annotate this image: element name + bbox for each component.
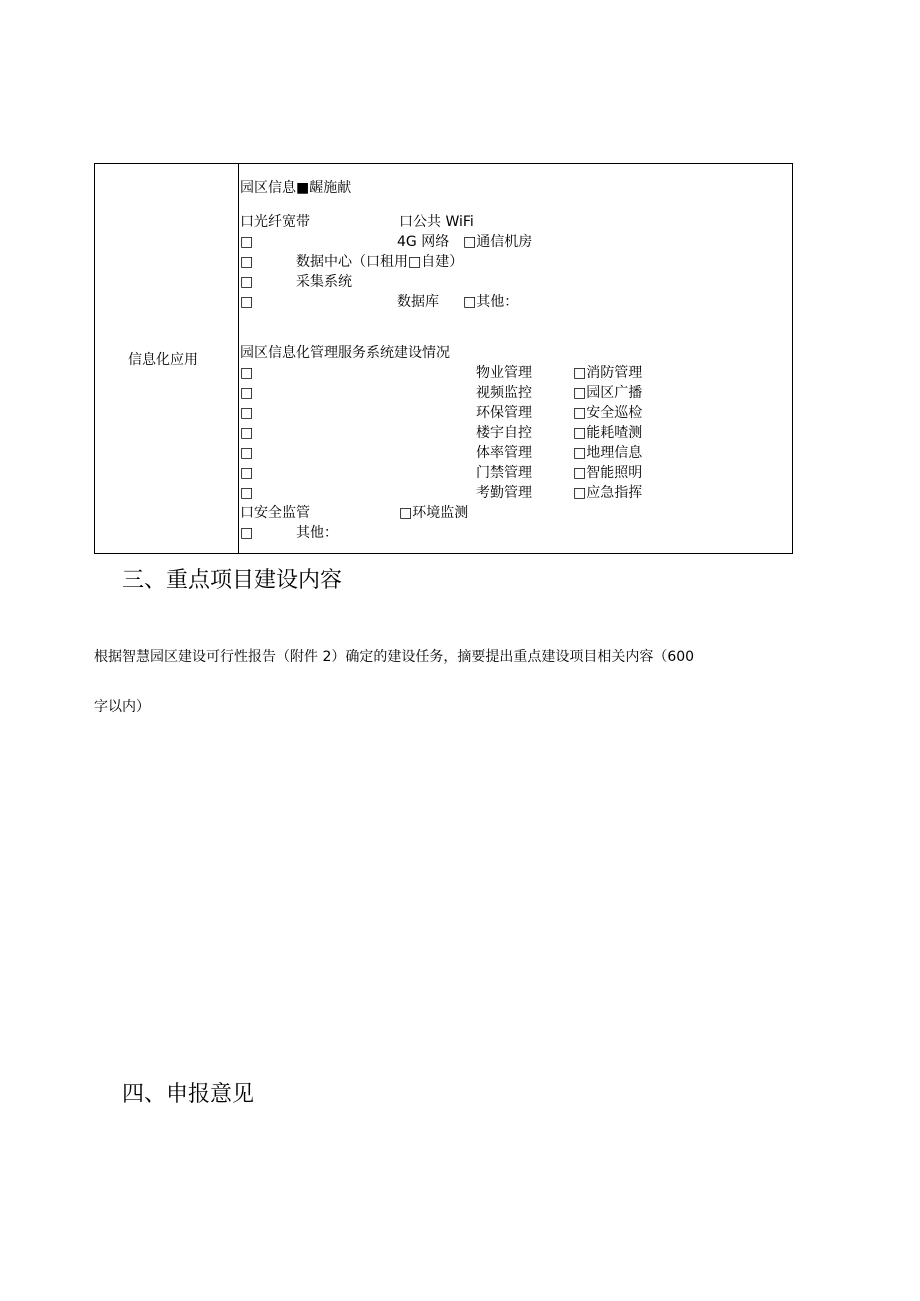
- checkbox-option[interactable]: □地理信息: [573, 445, 643, 461]
- checkbox-environment-monitoring[interactable]: □环境监测: [399, 505, 469, 521]
- checkbox-fiber[interactable]: 口光纤宽带: [240, 214, 310, 230]
- checkbox-safety-supervision[interactable]: 口安全监管: [240, 505, 310, 521]
- checkbox-row[interactable]: □: [240, 445, 254, 461]
- checkbox-option[interactable]: □消防管理: [573, 365, 643, 381]
- row-label: 信息化应用: [128, 352, 198, 368]
- section3-heading: 三、重点项目建设内容: [122, 568, 343, 593]
- section3-description-line2: 字以内）: [94, 699, 150, 715]
- option-label: 体率管理: [476, 445, 532, 461]
- checkbox-option[interactable]: □园区广播: [573, 385, 643, 401]
- label-collection-system: 采集系统: [296, 274, 352, 290]
- checkbox-option[interactable]: □安全巡检: [573, 405, 643, 421]
- checkbox-other-1[interactable]: □其他：: [463, 294, 519, 310]
- group1-title: 园区信息■龌施献: [240, 180, 352, 196]
- checkbox-row[interactable]: □: [240, 425, 254, 441]
- checkbox-public-wifi[interactable]: 口公共 WiFi: [399, 214, 474, 230]
- section3-description-line1: 根据智慧园区建设可行性报告（附件 2）确定的建设任务，摘要提出重点建设项目相关内容（600: [94, 649, 695, 665]
- checkbox-row[interactable]: □: [240, 385, 254, 401]
- checkbox-row[interactable]: □: [240, 365, 254, 381]
- checkbox-data-center[interactable]: □: [240, 254, 254, 270]
- checkbox-option[interactable]: □能耗喳测: [573, 425, 643, 441]
- checkbox-option[interactable]: □应急指挥: [573, 485, 643, 501]
- option-label: 门禁管理: [476, 465, 532, 481]
- info-table: [94, 163, 793, 554]
- checkbox-row[interactable]: □: [240, 485, 254, 501]
- checkbox-telecom-room[interactable]: □通信机房: [463, 234, 533, 250]
- section4-heading: 四、申报意见: [122, 1082, 255, 1107]
- label-4g-network: 4G 网络: [397, 234, 450, 250]
- option-label: 视频监控: [476, 385, 532, 401]
- checkbox-row[interactable]: □: [240, 465, 254, 481]
- option-label: 环保管理: [476, 405, 532, 421]
- label-database: 数据库: [397, 294, 439, 310]
- option-label: 楼宇自控: [476, 425, 532, 441]
- checkbox-option[interactable]: □智能照明: [573, 465, 643, 481]
- column-divider: [238, 164, 239, 553]
- checkbox-database[interactable]: □: [240, 294, 254, 310]
- checkbox-other-2[interactable]: □: [240, 525, 254, 541]
- label-other-2: 其他：: [296, 525, 338, 541]
- checkbox-row[interactable]: □: [240, 405, 254, 421]
- checkbox-4g[interactable]: □: [240, 234, 254, 250]
- option-label: 考勤管理: [476, 485, 532, 501]
- checkbox-collection[interactable]: □: [240, 274, 254, 290]
- label-data-center: 数据中心（口租用□自建）: [296, 254, 464, 270]
- group2-title: 园区信息化管理服务系统建设情况: [240, 345, 450, 361]
- option-label: 物业管理: [476, 365, 532, 381]
